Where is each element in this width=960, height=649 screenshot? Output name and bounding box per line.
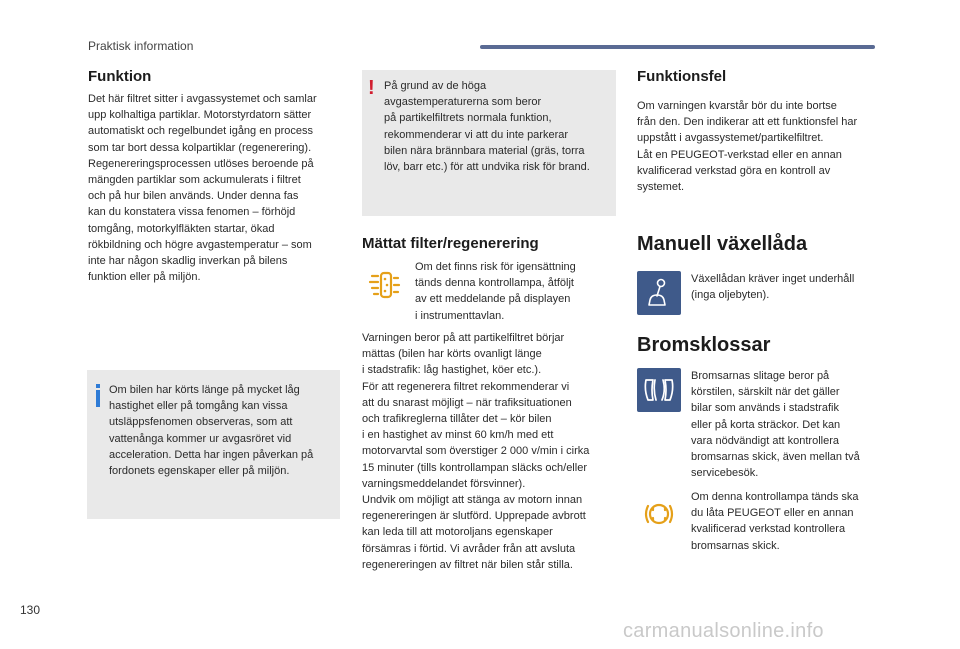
vaxellada-body: Växellådan kräver inget underhåll (inga oljebyten). <box>691 273 855 302</box>
vaxellada-heading: Manuell växellåda <box>637 233 808 255</box>
brake-wear-lamp-icon <box>637 492 681 536</box>
funktionsfel-body: Om varningen kvarstår bör du inte bortse från den. Den indikerar att ett funktionsfel har uppstått i avgassystemet/partikelfiltret. Låt en PEUGEOT-verkstad eller en annan kvalificerad verkstad göra en kontroll av systemet. <box>637 100 858 194</box>
info-note-body: Om bilen har körts länge på mycket låg hastighet eller på tomgång kan vissa utsläppsfenomen observeras, som att vattenånga kommer ur avgasröret vid acceleration. Detta har ingen påverkan på fordonets egenskaper eller på miljön. <box>109 384 314 478</box>
warning-exclamation-icon: ! <box>368 77 375 99</box>
warning-note-box <box>362 70 616 216</box>
mattat-heading: Mättat filter/regenerering <box>362 235 539 252</box>
info-icon <box>96 390 100 407</box>
mattat-body: Varningen beror på att partikelfiltret börjar mättas (bilen har körts ovanligt länge i stadstrafik: låg hastighet, köer etc.). För att regenerera filtret rekommenderar vi att du snarast möjligt – när trafiksituationen och trafikreglerna tillåter det – kör bilen i en hastighet av minst 60 km/h med ett motorvarvtal som överstiger 2 000 v/min i cirka 15 minuter (tills kontrollampan släcks och/eller varningsmeddelandet försvinner). Undvik om möjligt att stänga av motorn innan regenereringen är slutförd. Upprepade avbrott kan leda till att motoroljans egenskaper försämras i förtid. Vi avråder från att avsluta regenereringen av filtret när bilen står stilla. <box>362 332 590 571</box>
info-note-box <box>87 370 340 519</box>
particle-filter-lamp-icon <box>362 262 406 306</box>
funktion-heading: Funktion <box>88 68 152 85</box>
bromsklossar-heading: Bromsklossar <box>637 334 771 356</box>
warning-note-body: På grund av de höga avgastemperaturerna som beror på partikelfiltrets normala funktion, rekommenderar vi att du inte parkerar bilen nära brännbara material (gräs, torra löv, barr etc.) för att undvika risk för brand. <box>384 80 590 174</box>
funktionsfel-heading: Funktionsfel <box>637 68 727 85</box>
mattat-icon-text: Om det finns risk för igensättning tänds denna kontrollampa, åtföljt av ett meddelande på displayen i instrumenttavlan. <box>415 261 576 322</box>
running-header: Praktisk information <box>88 39 194 53</box>
page-number: 130 <box>20 603 41 617</box>
funktion-body: Det här filtret sitter i avgassystemet och samlar upp kolhaltiga partiklar. Motorstyrdatorn sätter automatiskt och regelbundet igång en process som tar bort dessa kolpartiklar (regenerering). Regenereringsprocessen utlöses beroende på mängden partiklar som ackumulerats i filtret och på hur bilen används. Under denna fas kan du konstatera vissa fenomen – förhöjd tomgång, motorkylfläkten startar, ökad rökbildning och högre avgastemperatur – som inte har någon skadlig inverkan på bilens funktion eller på miljön. <box>88 93 317 284</box>
gearbox-icon <box>637 271 681 315</box>
header-rule <box>480 45 875 49</box>
brake-pads-icon <box>637 368 681 412</box>
watermark: carmanualsonline.info <box>623 620 824 642</box>
brake-wear-lamp-text: Om denna kontrollampa tänds ska du låta PEUGEOT eller en annan kvalificerad verkstad kontrollera bromsarnas skick. <box>691 491 859 552</box>
bromsklossar-body: Bromsarnas slitage beror på körstilen, särskilt när det gäller bilar som används i stadstrafik eller på korta sträckor. Det kan vara nödvändigt att kontrollera bromsarnas skick, även mellan två servicebesök. <box>691 370 860 480</box>
